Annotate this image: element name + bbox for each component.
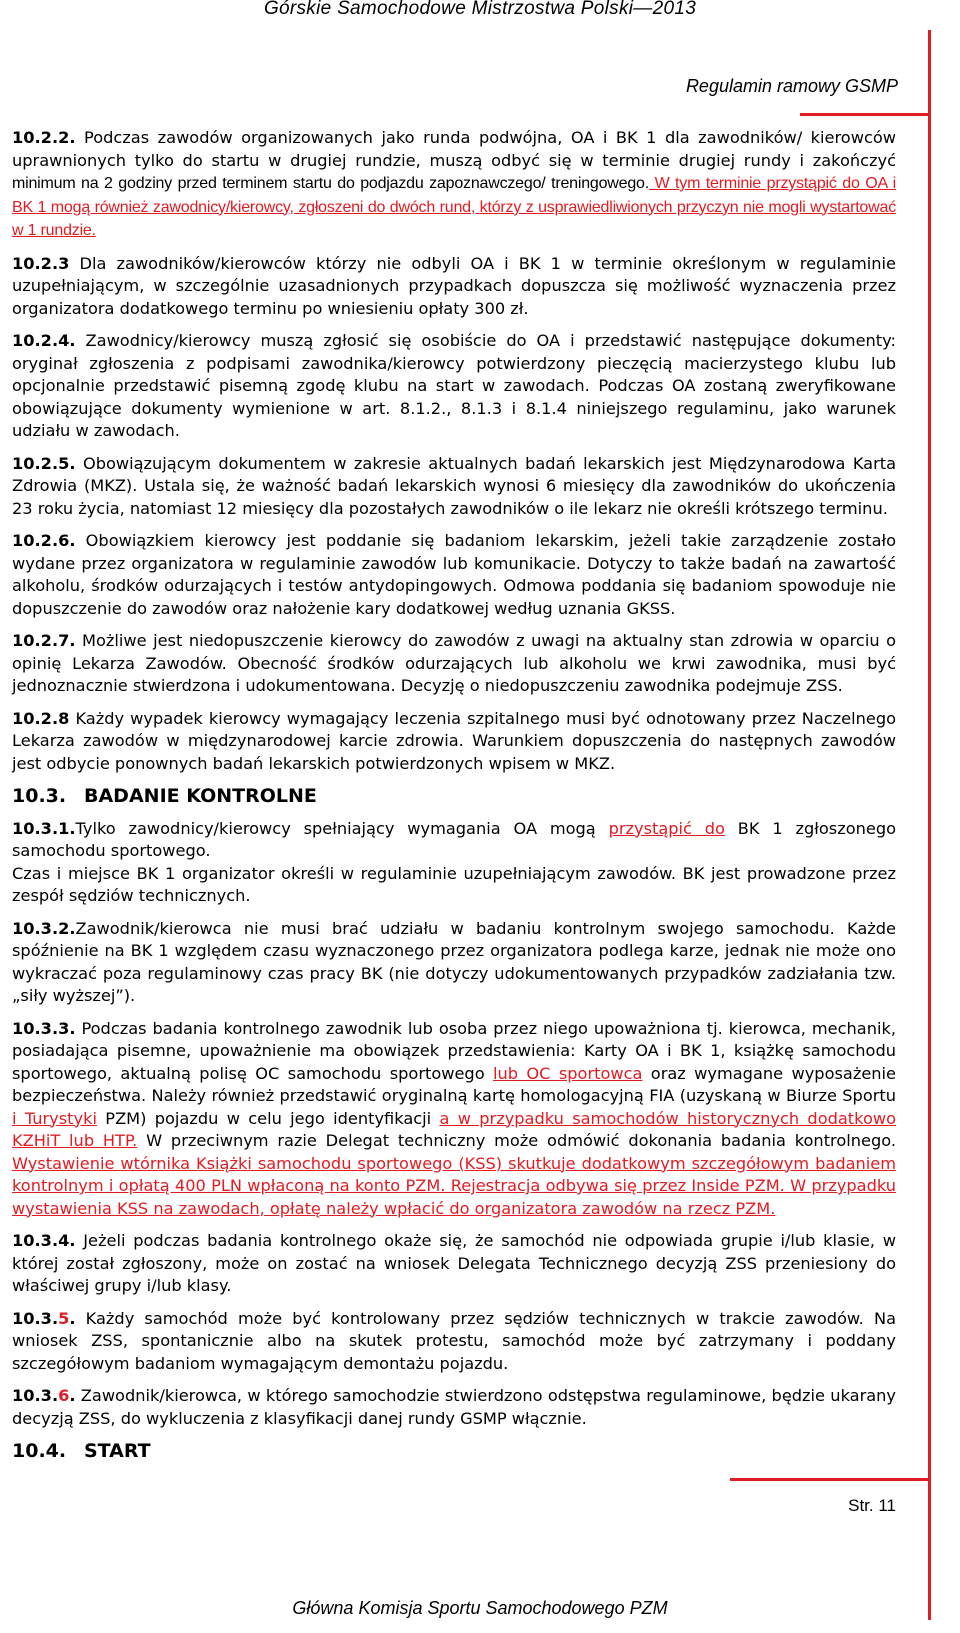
paragraph-number: 10.2.3 (12, 253, 70, 273)
paragraph-number: 10.2.7. (12, 631, 76, 650)
paragraph-text: Obowiązkiem kierowcy jest poddanie się badaniom lekarskim, jeżeli takie zarządzenie zostało wydane przez organizatora w regulaminie zawodów lub komunikacie. Dotyczy to także badań na zawartość alkoholu, środków odurzających i testów antydopingowych. Odmowa poddania się badaniom spowoduje nie dopuszczenie do zawodów oraz nałożenie kary dodatkowej według uznania GKSS. (12, 531, 896, 618)
header-title: Górskie Samochodowe Mistrzostwa Polski—2013 (263, 0, 697, 19)
paragraph-10-3-1 (12, 818, 896, 863)
amendment-text: a w przypadku samochodów historycznych dodatkowo KZHiT lub HTP. (12, 1108, 896, 1150)
paragraph-text: Obowiązującym dokumentem w zakresie aktualnych badań lekarskich jest Międzynarodowa Karta Zdrowia (MKZ). Ustala się, że ważność badań lekarskich wynosi 6 miesięcy dla zawodników do ukończenia 23 roku życia, natomiast 12 miesięcy dla pozostałych zawodników o ile lekarz nie określi krótszego terminu. (12, 453, 896, 518)
bottom-rule (730, 1478, 931, 1481)
paragraph-number: 10.3.2. (12, 918, 76, 938)
paragraph-text: Możliwe jest niedopuszczenie kierowcy do zawodów z uwagi na aktualny stan zdrowia w oparciu o opinię Lekarza Zawodów. Obecność środków odurzających lub alkoholu we krwi zawodnika, musi być jednoznacznie stwierdzona i udokumentowana. Decyzję o niedopuszczeniu zawodnika podejmuje ZSS. (12, 631, 896, 695)
paragraph-number: 10.2.5. (12, 453, 76, 473)
paragraph-10-2-8 (12, 708, 896, 776)
amendment-text: W tym terminie przystąpić do OA i BK 1 mogą również zawodnicy/kierowcy, zgłoszeni do dwóch rund, którzy z usprawiedliwionych przyczyn nie mogli wystartować w 1 rundzie. (12, 175, 896, 239)
paragraph-number: 10.3.3. (12, 1018, 76, 1038)
paragraph-text: BK 1 zgłoszonego samochodu sportowego. (12, 818, 896, 860)
amendment-text: lub OC sportowca (492, 1063, 643, 1083)
paragraph-number: 10.2.8 (12, 708, 70, 728)
header-subtitle: Regulamin ramowy GSMP (685, 76, 898, 96)
section-title: START (84, 1440, 151, 1462)
paragraph-text: Dla zawodników/kierowców którzy nie odbyli OA i BK 1 w terminie określonym w regulaminie uzupełniającym, w szczególnie uzasadnionych przypadkach dopuszcza się możliwość wyznaczenia przez organizatora dodatkowego terminu po wniesieniu opłaty 300 zł. (12, 253, 896, 318)
header-rule (800, 113, 931, 116)
section-heading-10-4 (12, 1440, 896, 1463)
paragraph-number: 10.2.2. (12, 128, 76, 147)
section-number: 10.4. (12, 1440, 67, 1462)
paragraph-10-2-5 (12, 453, 896, 521)
paragraph-text: Podczas zawodów organizowanych jako runda podwójna, OA i BK 1 dla zawodników/ kierowców uprawnionych tylko do startu w drugiej rundzie, muszą odbyć się w terminie drugiej rundy i zakończyć (12, 128, 896, 170)
paragraph-10-2-6 (12, 530, 896, 620)
paragraph-10-2-3 (12, 253, 896, 321)
paragraph-number: 10.3.5. (12, 1308, 76, 1328)
paragraph-10-2-4 (12, 330, 896, 443)
paragraph-text: PZM) pojazdu w celu jego identyfikacji (96, 1108, 440, 1128)
paragraph-text: Czas i miejsce BK 1 organizator określi w regulaminie uzupełniającym zawodów. BK jest prowadzone przez zespół sędziów technicznych. (12, 863, 896, 905)
paragraph-text-narrow: minimum na 2 godziny przed terminem startu do podjazdu zapoznawczego/ treningowego. (12, 175, 649, 192)
paragraph-text: W przeciwnym razie Delegat techniczny może odmówić dokonania badania kontrolnego. (137, 1131, 896, 1150)
paragraph-number: 10.3.6. (12, 1386, 76, 1405)
paragraph-10-3-1-continued (12, 863, 896, 908)
page-number: Str. 11 (848, 1496, 896, 1515)
paragraph-number: 10.2.6. (12, 531, 76, 550)
paragraph-10-3-6 (12, 1385, 896, 1430)
paragraph-10-3-2 (12, 918, 896, 1008)
document-body (12, 127, 896, 1473)
paragraph-text: Każdy wypadek kierowcy wymagający leczenia szpitalnego musi być odnotowany przez Naczelnego Lekarza zawodów w międzynarodowej karcie zdrowia. Warunkiem dopuszczenia do następnych zawodów jest odbycie ponownych badań lekarskich potwierdzonych wpisem w MKZ. (12, 708, 896, 773)
paragraph-10-3-4 (12, 1230, 896, 1298)
paragraph-number: 10.3.1. (12, 818, 76, 838)
section-heading-10-3 (12, 785, 896, 808)
section-title: BADANIE KONTROLNE (84, 785, 317, 807)
paragraph-text: Zawodnicy/kierowcy muszą zgłosić się osobiście do OA i przedstawić następujące dokumenty: oryginał zgłoszenia z podpisami zawodnika/kierowcy potwierdzony pieczęcią macierzystego klubu lub opcjonalnie przedstawić pisemną zgodę klubu na start w zawodach. Podczas OA zostaną zweryfikowane obowiązujące dokumenty wymienione w art. 8.1.2., 8.1.3 i 8.1.4 niniejszego regulaminu, jako warunek udziału w zawodach. (12, 331, 896, 440)
paragraph-text: Zawodnik/kierowca nie musi brać udziału w badaniu kontrolnym swojego samochodu. Każde spóźnienie na BK 1 względem czasu wyznaczonego przez organizatora podlega karze, jednak nie może ono wykraczać poza regulaminowy czas pracy BK (nie dotyczy udokumentowanych przypadków zadziałania tzw. „siły wyższej”). (12, 918, 896, 1005)
paragraph-text: Każdy samochód może być kontrolowany przez sędziów technicznych w trakcie zawodów. Na wniosek ZSS, spontanicznie albo na skutek protestu, samochód może być zatrzymany i poddany szczegółowym badaniom wymagającym demontażu pojazdu. (12, 1308, 896, 1373)
amendment-text: Wystawienie wtórnika Książki samochodu sportowego (KSS) skutkuje dodatkowym szczegółowym badaniem kontrolnym i opłatą 400 PLN wpłaconą na konto PZM. Rejestracja odbywa się przez Inside PZM. W przypadku wystawienia KSS na zawodach, opłatę należy wpłacić do organizatora zawodów na rzecz PZM. (12, 1153, 896, 1218)
paragraph-number: 10.2.4. (12, 331, 76, 350)
amendment-text: przystąpić do (608, 818, 725, 838)
paragraph-10-2-2 (12, 127, 896, 243)
paragraph-10-3-5 (12, 1308, 896, 1376)
paragraph-10-2-7 (12, 630, 896, 698)
paragraph-text: oraz wymagane wyposażenie bezpieczeństwa. Należy również przedstawić oryginalną kartę homologacyjną FIA (uzyskaną w Biurze Sportu (12, 1063, 896, 1105)
paragraph-text: Zawodnik/kierowca, w którego samochodzie stwierdzono odstępstwa regulaminowe, będzie ukarany decyzją ZSS, do wykluczenia z klasyfikacji danej rundy GSMP włącznie. (12, 1386, 896, 1428)
paragraph-number: 10.3.4. (12, 1231, 76, 1250)
margin-rule (928, 30, 931, 1620)
section-number: 10.3. (12, 785, 67, 807)
paragraph-10-3-3 (12, 1018, 896, 1221)
paragraph-text: Podczas badania kontrolnego zawodnik lub osoba przez niego upoważniona tj. kierowca, mechanik, posiadająca pisemne, upoważnienie ma obowiązek przedstawienia: Karty OA i BK 1, książkę samochodu sportowego, aktualną polisę OC samochodu sportowego (12, 1018, 896, 1083)
paragraph-text: Tylko zawodnicy/kierowcy spełniający wymagania OA mogą (75, 818, 609, 838)
footer-text: Główna Komisja Sportu Samochodowego PZM (292, 1598, 668, 1618)
amendment-text: i Turystyki (12, 1108, 97, 1128)
paragraph-text: Jeżeli podczas badania kontrolnego okaże się, że samochód nie odpowiada grupie i/lub klasie, w której został zgłoszony, może on zostać na wniosek Delegata Technicznego decyzją ZSS przeniesiony do właściwej grupy i/lub klasy. (12, 1231, 896, 1295)
